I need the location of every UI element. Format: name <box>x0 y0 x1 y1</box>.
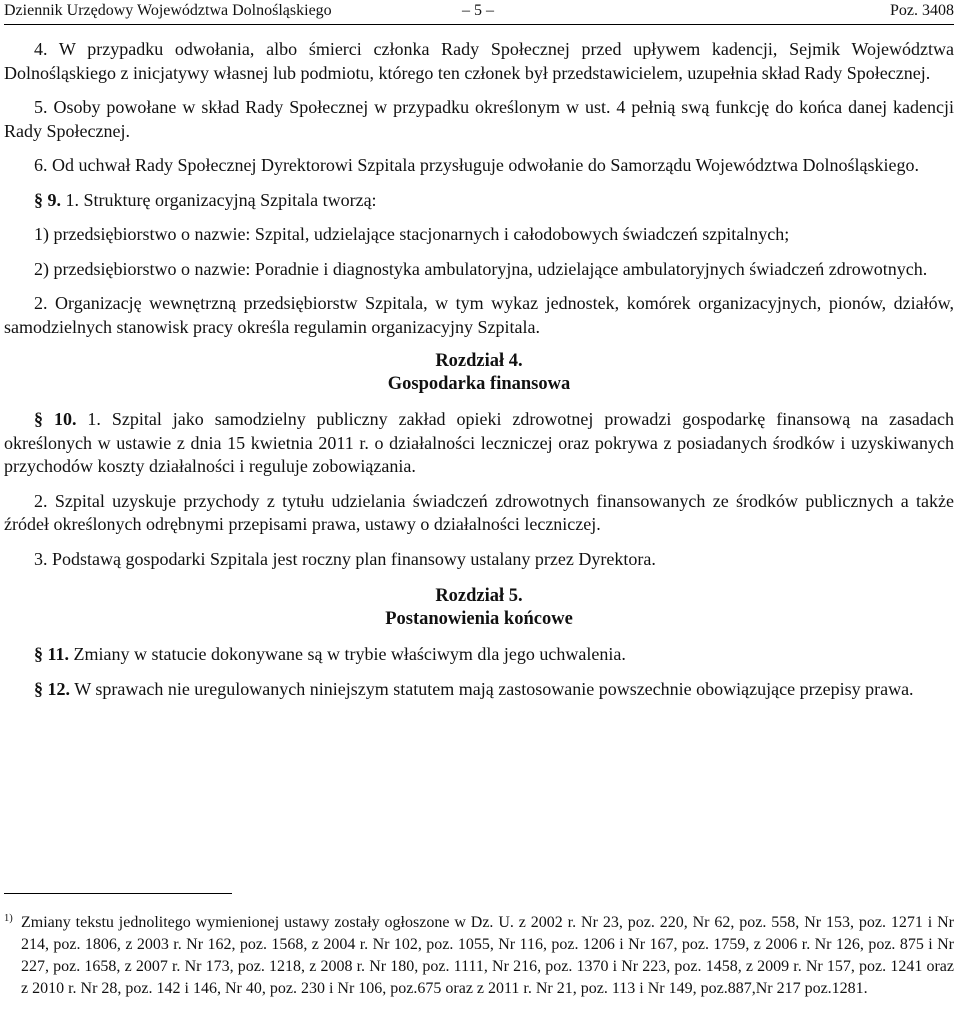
page-header <box>4 0 954 26</box>
footnote-divider <box>4 893 232 894</box>
section-9-heading: § 9. 1. Strukturę organizacyjną Szpitala tworzą: <box>34 189 377 210</box>
section-9-item-1: 1) przedsiębiorstwo o nazwie: Szpital, udzielające stacjonarnych i całodobowych świadczeń szpitalnych; <box>34 224 790 244</box>
footnote <box>4 912 954 1000</box>
journal-title: Dziennik Urzędowy Województwa Dolnośląskiego <box>4 2 332 19</box>
section-9-item-2: 2) przedsiębiorstwo o nazwie: Poradnie i diagnostyka ambulatoryjna, udzielające ambulatoryjnych świadczeń zdrowotnych. <box>34 258 928 279</box>
footnote-mark: 1) <box>4 913 13 924</box>
position-number: Poz. 3408 <box>890 2 954 19</box>
chapter-5-title: Postanowienia końcowe <box>385 609 573 629</box>
document-body <box>4 38 954 712</box>
section-10-paragraph-3: 3. Podstawą gospodarki Szpitala jest roczny plan finansowy ustalany przez Dyrektora. <box>34 548 656 569</box>
chapter-4-label: Rozdział 4. <box>435 351 523 371</box>
chapter-4-title: Gospodarka finansowa <box>387 374 571 394</box>
section-9-paragraph-2: 2. Organizację wewnętrzną przedsiębiorstw Szpitala, w tym wykaz jednostek, komórek organizacyjnych, pionów, działów, samodzielnych stanowisk pracy określa regulamin organizacyjny Szpitala. <box>4 293 954 337</box>
footnote-text: Zmiany tekstu jednolitego wymienionej ustawy zostały ogłoszone w Dz. U. z 2002 r. Nr 23, poz. 220, Nr 62, poz. 558, Nr 153, poz. 1271 i Nr 214, poz. 1806, z 2003 r. Nr 162, poz. 1568, z 2004 r. Nr 102, poz. 1055, Nr 116, poz. 1206 i Nr 167, poz. 1759, z 2006 r. Nr 126, poz. 875 i Nr 227, poz. 1658, z 2007 r. Nr 173, poz. 1218, z 2008 r. Nr 180, poz. 1111, Nr 216, poz. 1370 i Nr 223, poz. 1458, z 2009 r. Nr 157, poz. 1241 oraz z 2010 r. Nr 28, poz. 142 i 146, Nr 40, poz. 230 i Nr 106, poz.675 oraz z 2011 r. Nr 21, poz. 113 i Nr 149, poz.887,Nr 217 poz.1281. <box>21 914 954 997</box>
chapter-5-label: Rozdział 5. <box>435 586 523 606</box>
paragraph-6: 6. Od uchwał Rady Społecznej Dyrektorowi Szpitala przysługuje odwołanie do Samorządu Województwa Dolnośląskiego. <box>34 155 920 175</box>
section-11: § 11. Zmiany w statucie dokonywane są w trybie właściwym dla jego uchwalenia. <box>34 644 626 664</box>
section-12: § 12. W sprawach nie uregulowanych niniejszym statutem mają zastosowanie powszechnie obowiązujące przepisy prawa. <box>34 678 914 699</box>
paragraph-5: 5. Osoby powołane w skład Rady Społecznej w przypadku określonym w ust. 4 pełnią swą funkcję do końca danej kadencji Rady Społecznej. <box>4 97 954 141</box>
section-10-paragraph-1: § 10. 1. Szpital jako samodzielny publiczny zakład opieki zdrowotnej prowadzi gospodarkę finansową na zasadach określonych w ustawie z dnia 15 kwietnia 2011 r. o działalności leczniczej oraz pokrywa z posiadanych środków i uzyskiwanych przychodów koszty działalności i reguluje zobowiązania. <box>4 409 955 476</box>
paragraph-4: 4. W przypadku odwołania, albo śmierci członka Rady Społecznej przed upływem kadencji, Sejmik Województwa Dolnośląskiego z inicjatywy własnej lub podmiotu, którego ten członek był przedstawicielem, uzupełnia skład Rady Społecznej. <box>4 39 954 83</box>
page-number: – 5 – <box>462 2 494 19</box>
section-10-paragraph-2: 2. Szpital uzyskuje przychody z tytułu udzielania świadczeń zdrowotnych finansowanych ze środków publicznych a także źródeł określonych odrębnymi przepisami prawa, ustawy o działalności leczniczej. <box>4 490 954 534</box>
header-divider <box>4 24 954 25</box>
